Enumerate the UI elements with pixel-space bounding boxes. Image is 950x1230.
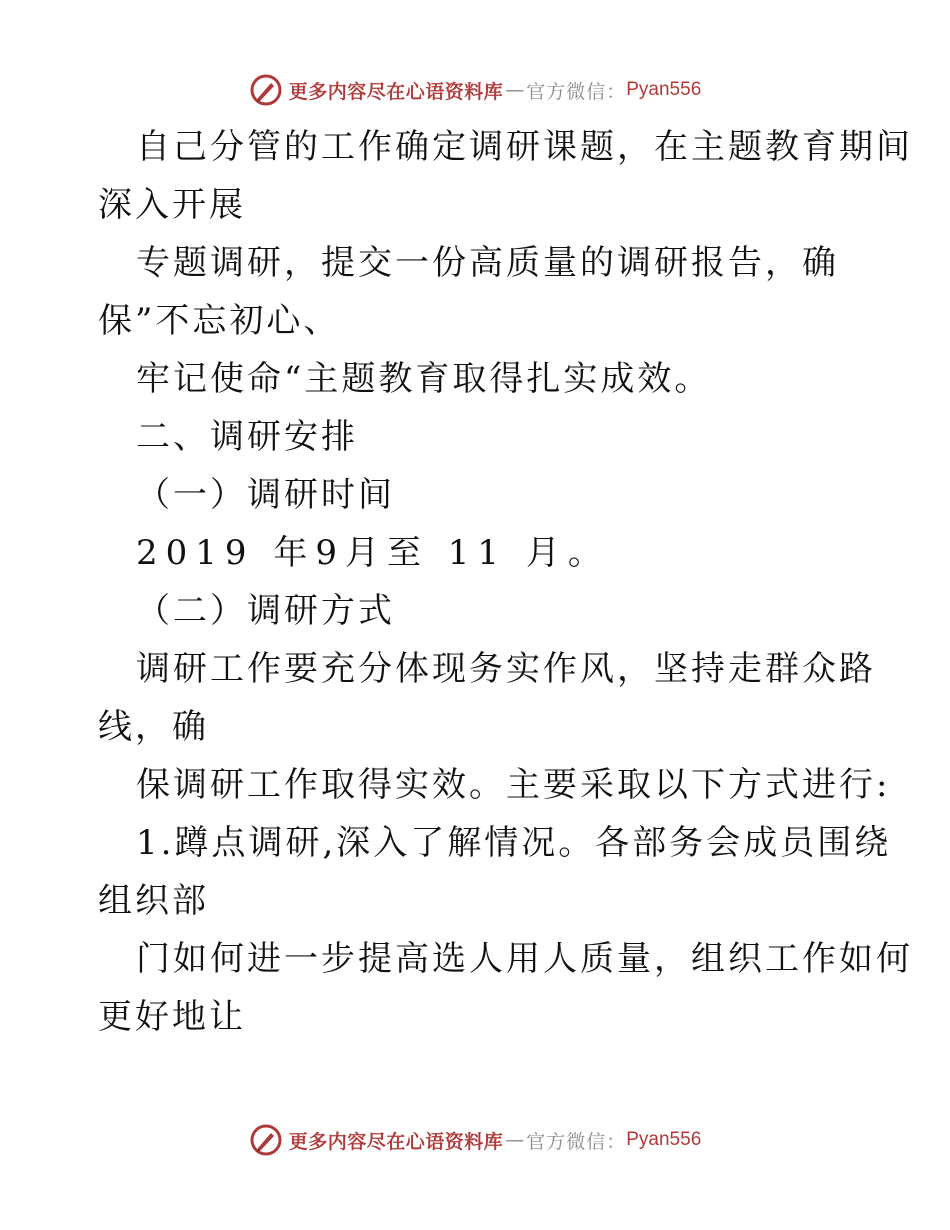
watermark-wechat-id: Pyan556 <box>626 1129 702 1150</box>
watermark-brand-text: 更多内容尽在心语资料库 <box>288 1130 504 1153</box>
watermark-wechat-id: Pyan556 <box>626 79 702 100</box>
watermark-separator: — <box>505 1129 525 1151</box>
body-line: 专题调研，提交一份高质量的调研报告，确 <box>136 243 839 283</box>
watermark-official-label: 官方微信： <box>526 80 627 103</box>
body-line: 1.蹲点调研,深入了解情况。各部务会成员围绕 <box>136 823 892 863</box>
body-line: 组织部 <box>98 881 209 921</box>
watermark-official-label: 官方微信： <box>526 1130 627 1153</box>
header-watermark <box>0 72 950 108</box>
body-line: 深入开展 <box>98 185 246 225</box>
footer-watermark <box>0 1122 950 1158</box>
pen-logo-icon <box>249 73 283 107</box>
body-line: 保调研工作取得实效。主要采取以下方式进行: <box>136 765 891 805</box>
body-line: 牢记使命“主题教育取得扎实成效。 <box>136 359 712 399</box>
body-line: 调研工作要充分体现务实作风，坚持走群众路 <box>136 649 876 689</box>
body-line: 门如何进一步提高选人用人质量，组织工作如何 <box>136 939 913 979</box>
subsection-heading: （一）调研时间 <box>136 475 395 515</box>
document-body <box>98 118 913 1046</box>
body-line: 更好地让 <box>98 997 246 1037</box>
subsection-heading: （二）调研方式 <box>136 591 395 631</box>
watermark-brand-text: 更多内容尽在心语资料库 <box>288 80 504 103</box>
section-heading: 二、调研安排 <box>136 417 358 457</box>
pen-logo-icon <box>249 1123 283 1157</box>
body-line: 线，确 <box>98 707 209 747</box>
body-line: 自己分管的工作确定调研课题，在主题教育期间 <box>136 127 913 167</box>
body-line: 2019 年9月至 11 月。 <box>136 533 610 573</box>
body-line: 保”不忘初心、 <box>98 301 341 341</box>
watermark-separator: — <box>505 79 525 101</box>
